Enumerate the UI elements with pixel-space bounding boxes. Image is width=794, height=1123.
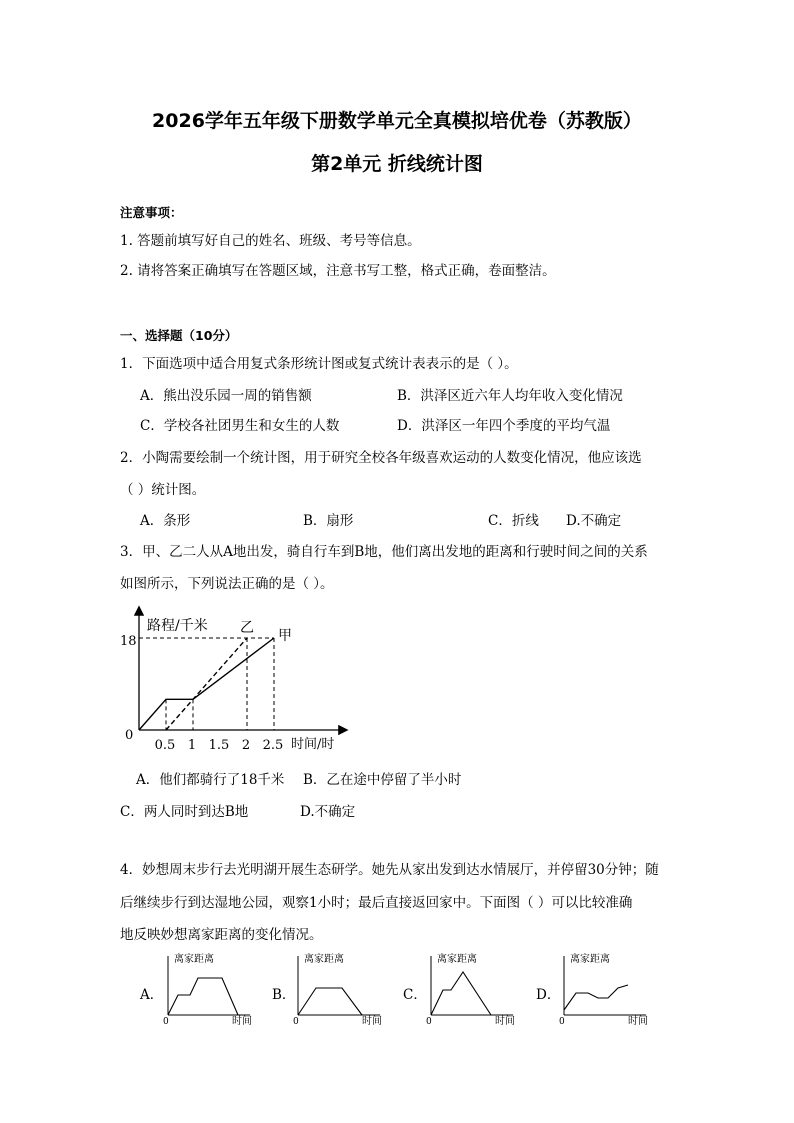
option-graph-b [290,950,390,1030]
question-stem: 2．小陶需要绘制一个统计图，用于研究全校各年级喜欢运动的人数变化情况，他应该选 [120,450,642,466]
graph-y-label: 离家距离 [304,954,344,965]
option-graph-a [160,950,260,1030]
x-tick-label: 2.5 [262,738,284,753]
question-stem: 地反映妙想离家距离的变化情况。 [120,927,323,943]
y-tick-label: 18 [120,634,137,649]
graph-x-label: 时间 [628,1016,648,1027]
option-d: D．洪泽区一年四个季度的平均气温 [397,418,611,434]
graph-x-label: 时间 [362,1016,382,1027]
option-b: B． [272,987,296,1003]
option-c: C． [403,987,427,1003]
series-label-yi: 乙 [240,620,254,636]
option-c: C．两人同时到达B地 [120,804,249,820]
option-graph-c [423,950,523,1030]
graph-y-label: 离家距离 [570,954,610,965]
graph-x-label: 时间 [232,1016,252,1027]
x-tick-label: 1 [187,738,197,753]
notes-heading: 注意事项： [120,205,183,220]
graph-origin: 0 [426,1017,432,1027]
graph-origin: 0 [559,1017,565,1027]
graph-y-label: 离家距离 [174,954,214,965]
series-line-yi [166,638,247,730]
question-stem: 如图所示，下列说法正确的是（ ）。 [120,576,334,592]
option-d: D.不确定 [300,804,356,820]
notes-item: 2. 请将答案正确填写在答题区域，注意书写工整，格式正确，卷面整洁。 [120,263,556,279]
x-axis-label: 时间/时 [291,737,335,752]
option-c: C．学校各社团男生和女生的人数 [140,418,340,434]
page-subtitle: 第2单元 折线统计图 [311,153,483,175]
question-stem: 1．下面选项中适合用复式条形统计图或复式统计表表示的是（ ）。 [120,356,518,372]
notes-item: 1. 答题前填写好自己的姓名、班级、考号等信息。 [120,233,421,249]
x-tick-label: 0.5 [154,738,176,753]
graph-origin: 0 [293,1017,299,1027]
section-heading: 一、选择题（10分） [120,328,238,343]
distance-time-chart [110,600,360,760]
series-line-jia [139,638,274,730]
x-tick-label: 2 [241,738,251,753]
option-a: A．条形 [140,513,191,529]
x-tick-label: 1.5 [208,738,230,753]
question-stem: 4．妙想周末步行去光明湖开展生态研学。她先从家出发到达水情展厅，并停留30分钟；随 [120,862,659,878]
question-stem: 后继续步行到达湿地公园，观察1小时；最后直接返回家中。下面图（ ）可以比较准确 [120,895,633,911]
origin-label: 0 [125,728,134,743]
option-b: B．乙在途中停留了半小时 [303,772,462,788]
option-a: A．熊出没乐园一周的销售额 [140,388,312,404]
y-axis-label: 路程/千米 [147,618,208,634]
option-d: D． [536,987,561,1003]
option-d: D.不确定 [566,513,622,529]
graph-origin: 0 [163,1017,169,1027]
option-a: A． [140,987,164,1003]
graph-y-label: 离家距离 [437,954,477,965]
question-stem: 3．甲、乙二人从A地出发，骑自行车到B地，他们离出发地的距离和行驶时间之间的关系 [120,544,648,560]
option-graph-d [556,950,656,1030]
option-a: A．他们都骑行了18千米 [136,772,285,788]
option-c: C．折线 [488,513,539,529]
page-title: 2026学年五年级下册数学单元全真模拟培优卷（苏教版） [152,110,642,132]
option-b: B．洪泽区近六年人均年收入变化情况 [397,388,623,404]
graph-x-label: 时间 [495,1016,515,1027]
series-label-jia: 甲 [278,628,292,644]
option-b: B．扇形 [303,513,354,529]
question-stem: （ ）统计图。 [120,482,206,498]
